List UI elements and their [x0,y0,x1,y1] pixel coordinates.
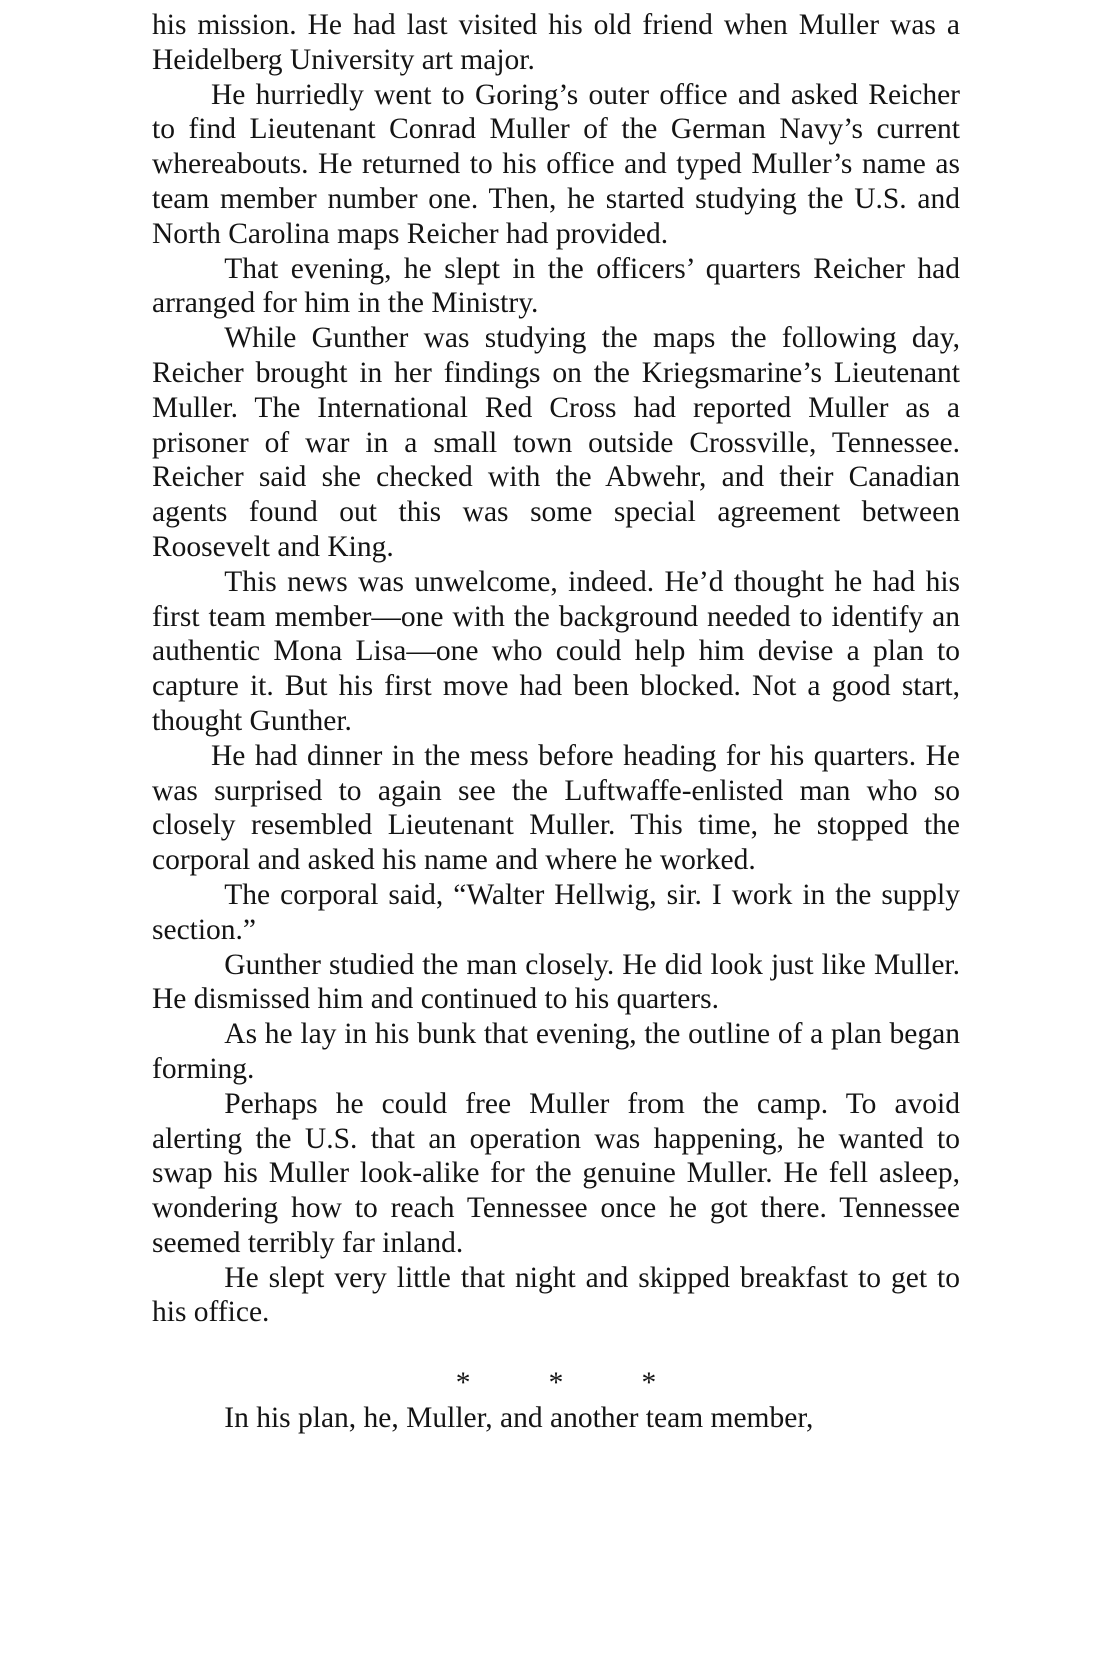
paragraph-studied-man: Gunther studied the man closely. He did look just like Muller. He dismissed him and continued to his quarters. [152,948,960,1016]
paragraph-his-plan: In his plan, he, Muller, and another team member, [224,1402,814,1435]
page-body [152,8,960,1436]
paragraph-reicher-findings: While Gunther was studying the maps the following day, Reicher brought in her findings on the Kriegsmarine’s Lieutenant Muller. The International Red Cross had reported Muller as a prisoner of war in a small town outside Crossville, Tennessee. Reicher said she checked with the Abwehr, and their Canadian agents found out this was some special agreement between Roosevelt and King. [152,322,960,563]
scene-break-separator: * * * [455,1367,692,1400]
paragraph-bunk-plan: As he lay in his bunk that evening, the outline of a plan began forming. [152,1018,960,1085]
paragraph-slept-little: He slept very little that night and skipped breakfast to get to his office. [152,1261,960,1329]
paragraph-mess-dinner: He had dinner in the mess before heading for his quarters. He was surprised to again see the Luftwaffe-enlisted man who so closely resembled Lieutenant Muller. This time, he stopped the corporal and asked his name and where he worked. [152,739,960,877]
paragraph-corporal-said: The corporal said, “Walter Hellwig, sir. I work in the supply section.” [152,878,960,946]
paragraph-goring-office: He hurriedly went to Goring’s outer office and asked Reicher to find Lieutenant Conrad Muller of the German Navy’s current whereabouts. He returned to his office and typed Muller’s name as team member number one. Then, he started studying the U.S. and North Carolina maps Reicher had provided. [152,78,960,250]
paragraph-continued: his mission. He had last visited his old friend when Muller was a Heidelberg University art major. [152,9,960,76]
paragraph-officers-quarters: That evening, he slept in the officers’ quarters Reicher had arranged for him in the Ministry. [152,252,960,320]
paragraph-free-muller: Perhaps he could free Muller from the camp. To avoid alerting the U.S. that an operation was happening, he wanted to swap his Muller look-alike for the genuine Muller. He fell asleep, wondering how to reach Tennessee once he got there. Tennessee seemed terribly far inland. [152,1087,960,1259]
paragraph-unwelcome-news: This news was unwelcome, indeed. He’d thought he had his first team member—one with the background needed to identify an authentic Mona Lisa—one who could help him devise a plan to capture it. But his first move had been blocked. Not a good start, thought Gunther. [152,565,960,737]
